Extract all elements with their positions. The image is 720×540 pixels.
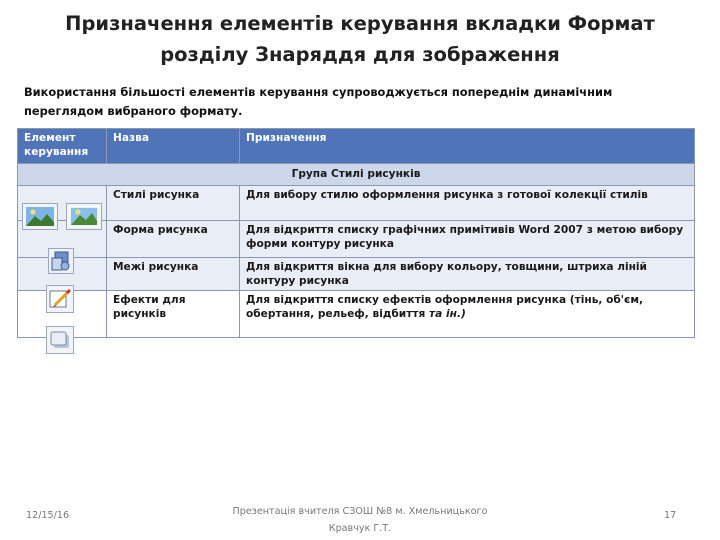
picture-border-icon [46, 285, 74, 313]
row-purpose: Для відкриття списку графічних примітивів Word 2007 з метою вибору форми контуру рисунка [240, 221, 695, 258]
row-purpose-text: Для відкриття списку ефектів оформлення рисунка (тінь, об'єм, обертання, рельеф, відбиття [246, 294, 644, 320]
row-purpose: Для відкриття вікна для вибору кольору, товщини, штриха ліній контуру рисунка [240, 258, 695, 291]
row-purpose-tail: та ін.) [429, 308, 466, 320]
footer-date: 12/15/16 [26, 510, 70, 521]
header-purpose: Призначення [240, 129, 695, 164]
page-number: 17 [664, 510, 677, 521]
table-row [18, 291, 695, 338]
table-row [18, 186, 695, 221]
picture-style-icon [66, 203, 102, 230]
slide-title: Призначення елементів керування вкладки Формат розділу Знаряддя для зображення [65, 12, 655, 66]
header-name: Назва [107, 129, 240, 164]
row-purpose: Для вибору стилю оформлення рисунка з готової колекції стилів [240, 186, 695, 221]
table-row [18, 258, 695, 291]
footer-author: Презентація вчителя СЗОШ №8 м. Хмельницького Кравчук Г.Т. [232, 506, 488, 534]
row-name: Ефекти для рисунків [107, 291, 240, 338]
header-element: Елемент керування [18, 129, 107, 164]
picture-effects-icon [46, 326, 74, 354]
group-row [18, 164, 695, 186]
row-name: Форма рисунка [107, 221, 240, 258]
intro-text: Використання більшості елементів керування супроводжується попереднім динамічним переглядом вибраного формату. [24, 85, 613, 118]
picture-style-icon [22, 203, 58, 230]
row-purpose [240, 291, 695, 338]
picture-shape-icon [48, 248, 74, 274]
row-name: Межі рисунка [107, 258, 240, 291]
row-name: Стилі рисунка [107, 186, 240, 221]
controls-table [17, 128, 695, 338]
table-row [18, 221, 695, 258]
table-header-row [18, 129, 695, 164]
group-title: Група Стилі рисунків [18, 164, 695, 186]
